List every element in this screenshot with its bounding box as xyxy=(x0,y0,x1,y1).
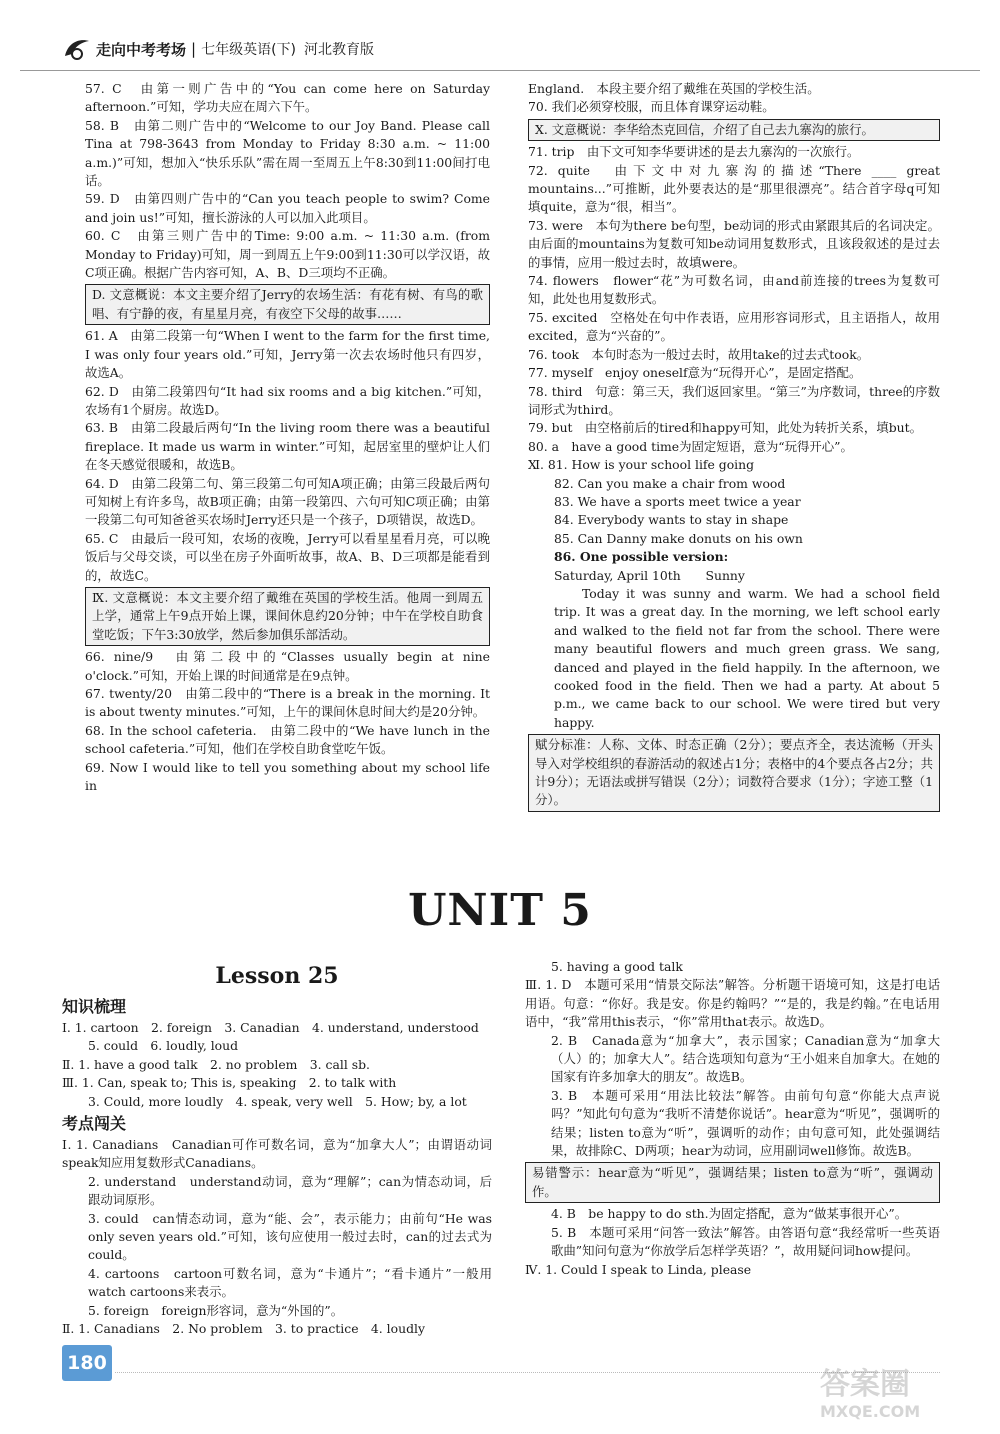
scoring-criteria-box: 赋分标准：人称、文体、时态正确（2分）；要点齐全，表达流畅（开头导入对学校组织的春游活动的叙述占1分；表格中的4个要点各占2分；共计9分）；无语法或拼写错误（2分）；词数符合要求（1分）；字迹工整（1分）。 xyxy=(528,734,940,812)
answer-item: 59. D 由第四则广告中的“Can you teach people to swim? Come and join us!”可知，擅长游泳的人可以加入此项目。 xyxy=(85,191,490,225)
answer-item: 63. B 由第二段最后两句“In the living room there was a beautiful fireplace. It made us warm in winter.”可知，起居室里的壁炉让人们在冬天感觉很暖和，故选B。 xyxy=(85,420,490,473)
answer-item: 4. cartoons cartoon可数名词，意为“卡通片”；“看卡通片”一般用watch cartoons来表示。 xyxy=(88,1265,492,1300)
answer-item: Ⅳ. 1. Could I speak to Linda, please xyxy=(525,1261,752,1277)
answer-item: 65. C 由最后一段可知，农场的夜晚，Jerry可以看星星看月亮，可以晚饭后与父母交谈，可以坐在房子外面听故事，故A、B、D三项都是能看到的，故选C。 xyxy=(85,530,490,583)
section-heading: 知识梳理 xyxy=(62,997,127,1016)
answer-item: Saturday, April 10th Sunny xyxy=(554,567,745,583)
answer-item: 68. In the school cafeteria. 由第二段中的“We have lunch in the school cafeteria.”可知，他们在学校自助食堂吃午饭。 xyxy=(85,722,490,757)
sample-essay: Today it was sunny and warm. We had a school field trip. It was a great day. In the morning, we left school early and walked to the field not far from the school. There were many beautiful flowers and much green grass. We sang, danced and played in the field happily. In the afternoon, we cooked food in the field. Then we had a party. At about 5 p.m., we came back to our school. We were tired but very happy. xyxy=(554,585,940,730)
lesson-right-column xyxy=(525,958,940,1279)
answer-item: 60. C 由第三则广告中的Time: 9:00 a.m. ~ 11:30 a.m. (from Monday to Friday)可知，周一到周五上午9:00到11:30可以学汉语，故C项正确。根据广告内容可知，A、B、D三项均不正确。 xyxy=(85,228,490,281)
answer-item: 72. quite 由下文中对九寨沟的描述“There ____ great mountains...”可推断，此外要表达的是“那里很漂亮”。结合首字母q可知填quite，意为“很，相当”。 xyxy=(528,162,940,215)
brand-name: 走向中考考场 xyxy=(96,40,187,59)
answer-item: 69. Now I would like to tell you something about my school life in xyxy=(85,759,490,794)
answer-item: 5. foreign foreign形容词，意为“外国的”。 xyxy=(88,1302,344,1318)
answer-item: 5. B 本题可采用“问答一致法”解答。由答语句意“我经常听一些英语歌曲”知问句意为“你放学后怎样学英语？”，故用疑问词how提问。 xyxy=(551,1224,940,1259)
answer-item: 61. A 由第二段第一句“When I went to the farm for the first time, I was only four years old.”可知，Jerry第一次去农场时他只有四岁，故选A。 xyxy=(85,328,490,381)
answer-item: 75. excited 空格处在句中作表语，应用形容词形式，且主语指人，故用excited，意为“兴奋的”。 xyxy=(528,309,940,344)
answer-item: 5. having a good talk xyxy=(551,959,683,974)
summary-box: Ⅸ. 文意概说：本文主要介绍了戴维在英国的学校生活。他周一到周五上学，通常上午9点开始上课，课间休息约20分钟；中午在学校自助食堂吃饭；下午3:30放学，然后参加俱乐部活动。 xyxy=(85,587,490,646)
answer-item: 67. twenty/20 由第二段中的“There is a break in the morning. It is about twenty minutes.”可知，上午的课间休息时间大约是20分钟。 xyxy=(85,686,490,720)
answer-item: 76. took 本句时态为一般过去时，故用take的过去式took。 xyxy=(528,346,870,362)
answer-item: 2. understand understand动词，意为“理解”；can为情态动词，后跟动词原形。 xyxy=(88,1173,492,1208)
header-divider: | xyxy=(191,40,197,58)
answer-item: 77. myself enjoy oneself意为“玩得开心”，是固定搭配。 xyxy=(528,365,862,381)
answer-item: Ⅲ. 1. Can, speak to; This is, speaking 2. to talk with xyxy=(62,1075,397,1091)
publisher-name: 河北教育版 xyxy=(304,42,375,58)
lesson-left-column xyxy=(62,958,492,1339)
answer-item: England. 本段主要介绍了戴维在英国的学校生活。 xyxy=(528,81,820,96)
header-rule xyxy=(20,70,980,71)
answer-item: 4. B be happy to do sth.为固定搭配，意为“做某事很开心”。 xyxy=(551,1206,908,1222)
answer-item: 3. could can情态动词，意为“能、会”，表示能力；由前句“He was only seven years old.”可知，该句应使用一般过去时，can的过去式为could。 xyxy=(88,1210,492,1263)
summary-box: Ⅹ. 文意概说：李华给杰克回信，介绍了自己去九寨沟的旅行。 xyxy=(528,119,940,141)
footer-rule xyxy=(115,1372,940,1373)
page-number: 180 xyxy=(62,1345,112,1381)
watermark-text: 答案圈 xyxy=(820,1367,910,1402)
left-column-answers xyxy=(85,80,490,795)
answer-item: 3. B 本题可采用“用法比较法”解答。由前句句意“你能大点声说吗？”知此句句意为“我听不清楚你说话”。hear意为“听见”，强调听的结果；listen to意为“听”，强调听的动作；由句意可知，此处强调结果，故排除C、D两项；hear为动词，应用副词well修饰。故选B。 xyxy=(551,1087,940,1159)
answer-item: 64. D 由第二段第二句、第三段第二句可知A项正确；由第三段最后两句可知树上有许多鸟，故B项正确；由第一段第四、六句可知C项正确；由第一段第二句可知爸爸买农场时Jerry还只是一个孩子，D项错误，故选D。 xyxy=(85,475,490,528)
lesson-title: Lesson 25 xyxy=(215,963,339,989)
lesson-left-body xyxy=(62,996,492,1339)
answer-item: 74. flowers flower“花”为可数名词，由and前连接的trees为复数可知，此处也用复数形式。 xyxy=(528,273,940,307)
answer-item: 66. nine/9 由第二段中的“Classes usually begin at nine o'clock.”可知，开始上课的时间通常是在9点钟。 xyxy=(85,649,490,683)
answer-item: 84. Everybody wants to stay in shape xyxy=(554,512,789,528)
answer-item: 58. B 由第二则广告中的“Welcome to our Joy Band. Please call Tina at 798-3643 from Monday to Friday 8:30 a.m. ~ 11:00 a.m.)”可知，想加入“快乐乐队”需在周一至周五上午8:30到11:00间打电话。 xyxy=(85,117,490,189)
answer-item: 73. were 本句为there be句型，be动词的形式由紧跟其后的名词决定。由后面的mountains为复数可知be动词用复数形式，且该段叙述的是过去的事情，应用一般过去时，故填were。 xyxy=(528,217,940,270)
page-header xyxy=(62,34,374,64)
unit-title: UNIT 5 xyxy=(408,885,592,936)
answer-item: 78. third 句意：第三天，我们返回家里。“第三”为序数词，three的序数词形式为third。 xyxy=(528,383,940,417)
answer-item: Ⅺ. 81. How is your school life going xyxy=(528,457,755,473)
watermark-logo xyxy=(820,1368,980,1428)
answer-item: 57. C 由第一则广告中的“You can come here on Saturday afternoon.”可知，学功夫应在周六下午。 xyxy=(85,81,490,115)
answer-item: 2. B Canada意为“加拿大”，表示国家；Canadian意为“加拿大（人）的；加拿大人”。结合选项知句意为“王小姐来自加拿大。在她的国家有许多加拿大的朋友”。故选B。 xyxy=(551,1032,940,1085)
answer-item: 3. Could, more loudly 4. speak, very well 5. How; by, a lot xyxy=(88,1093,467,1109)
right-column-answers xyxy=(528,80,940,814)
error-warning-box: 易错警示：hear意为“听见”，强调结果；listen to意为“听”，强调动作。 xyxy=(525,1162,940,1203)
answer-item: 62. D 由第二段第四句“It had six rooms and a big kitchen.”可知，农场有1个厨房。故选D。 xyxy=(85,383,490,417)
answer-item: Ⅱ. 1. Canadians 2. No problem 3. to practice 4. loudly xyxy=(62,1321,425,1337)
book-title: 七年级英语(下) xyxy=(201,42,297,58)
answer-item: Ⅲ. 1. D 本题可采用“情景交际法”解答。分析题干语境可知，这是打电话用语。句意：“你好。我是安。你是约翰吗？”“是的，我是约翰。”在电话用语中，“我”常用this表示，“你”常用that表示。故选D。 xyxy=(525,977,940,1030)
section-heading: 考点闯关 xyxy=(62,1114,127,1134)
brand-logo-icon xyxy=(62,36,92,62)
answer-item: 85. Can Danny make donuts on his own xyxy=(554,530,803,546)
answer-item: 83. We have a sports meet twice a year xyxy=(554,493,801,509)
answer-item: 86. One possible version: xyxy=(554,549,729,565)
answer-item: 70. 我们必须穿校服，而且体育课穿运动鞋。 xyxy=(528,99,775,115)
answer-item: 79. but 由空格前后的tired和happy可知，此处为转折关系，填but。 xyxy=(528,420,922,436)
answer-item: Ⅱ. 1. have a good talk 2. no problem 3. call sb. xyxy=(62,1056,370,1072)
answer-item: 82. Can you make a chair from wood xyxy=(554,475,786,491)
watermark-url: MXQE.COM xyxy=(820,1402,921,1421)
answer-item: Ⅰ. 1. cartoon 2. foreign 3. Canadian 4. understand, understood xyxy=(62,1020,479,1035)
answer-item: 71. trip 由下文可知李华要讲述的是去九寨沟的一次旅行。 xyxy=(528,144,860,160)
answer-item: Ⅰ. 1. Canadians Canadian可作可数名词，意为“加拿大人”；由谓语动词speak知应用复数形式Canadians。 xyxy=(62,1137,492,1171)
answer-item: 80. a have a good time为固定短语，意为“玩得开心”。 xyxy=(528,438,853,454)
summary-box: D. 文意概说：本文主要介绍了Jerry的农场生活：有花有树、有鸟的歌唱、有宁静的夜，有星星月亮，有夜空下父母的故事…… xyxy=(85,284,490,325)
answer-item: 5. could 6. loudly, loud xyxy=(88,1038,239,1054)
